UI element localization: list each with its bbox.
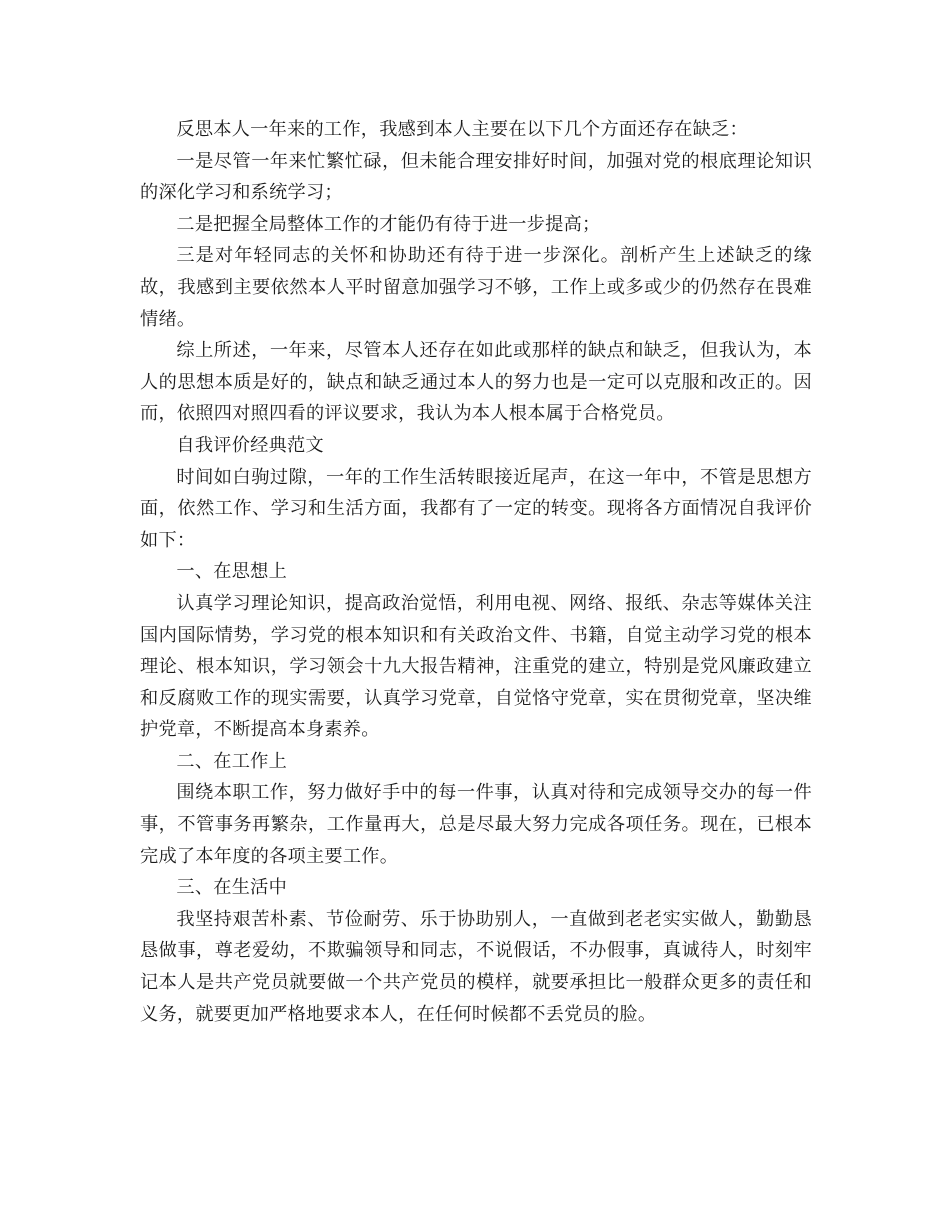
paragraph-intro: 时间如白驹过隙，一年的工作生活转眼接近尾声，在这一年中，不管是思想方面，依然工作、学习和生活方面，我都有了一定的转变。现将各方面情况自我评价如下： bbox=[140, 466, 812, 551]
paragraph-point-two: 二是把握全局整体工作的才能仍有待于进一步提高； bbox=[176, 213, 601, 235]
paragraph-point-one: 一是尽管一年来忙繁忙碌，但未能合理安排好时间，加强对党的根底理论知识的深化学习和系统学习； bbox=[140, 150, 812, 204]
paragraph-ideology: 认真学习理论知识，提高政治觉悟，利用电视、网络、报纸、杂志等媒体关注国内国际情势，学习党的根本知识和有关政治文件、书籍，自觉主动学习党的根本理论、根本知识，学习领会十九大报告精神，注重党的建立，特别是党风廉政建立和反腐败工作的现实需要，认真学习党章，自觉恪守党章，实在贯彻党章，坚决维护党章，不断提高本身素养。 bbox=[140, 592, 812, 741]
paragraph-life: 我坚持艰苦朴素、节俭耐劳、乐于协助别人，一直做到老老实实做人，勤勤恳恳做事，尊老爱幼，不欺骗领导和同志，不说假话，不办假事，真诚待人，时刻牢记本人是共产党员就要做一个共产党员的模样，就要承担比一般群众更多的责任和义务，就要更加严格地要求本人，在任何时候都不丢党员的脸。 bbox=[140, 908, 812, 1025]
document-page bbox=[140, 114, 812, 1030]
heading-life: 三、在生活中 bbox=[176, 877, 288, 899]
heading-ideology: 一、在思想上 bbox=[176, 561, 288, 583]
paragraph-work: 围绕本职工作，努力做好手中的每一件事，认真对待和完成领导交办的每一件事，不管事务再繁杂，工作量再大，总是尽最大努力完成各项任务。现在，已根本完成了本年度的各项主要工作。 bbox=[140, 782, 812, 867]
heading-work: 二、在工作上 bbox=[176, 750, 288, 772]
paragraph-point-three: 三是对年轻同志的关怀和协助还有待于进一步深化。剖析产生上述缺乏的缘故，我感到主要依然本人平时留意加强学习不够，工作上或多或少的仍然存在畏难情绪。 bbox=[140, 245, 812, 330]
paragraph-self-reflection: 反思本人一年来的工作，我感到本人主要在以下几个方面还存在缺乏： bbox=[176, 119, 748, 140]
paragraph-summary: 综上所述，一年来，尽管本人还存在如此或那样的缺点和缺乏，但我认为，本人的思想本质是好的，缺点和缺乏通过本人的努力也是一定可以克服和改正的。因而，依照四对照四看的评议要求，我认为本人根本属于合格党员。 bbox=[140, 340, 812, 425]
section-heading-sample: 自我评价经典范文 bbox=[176, 434, 324, 456]
